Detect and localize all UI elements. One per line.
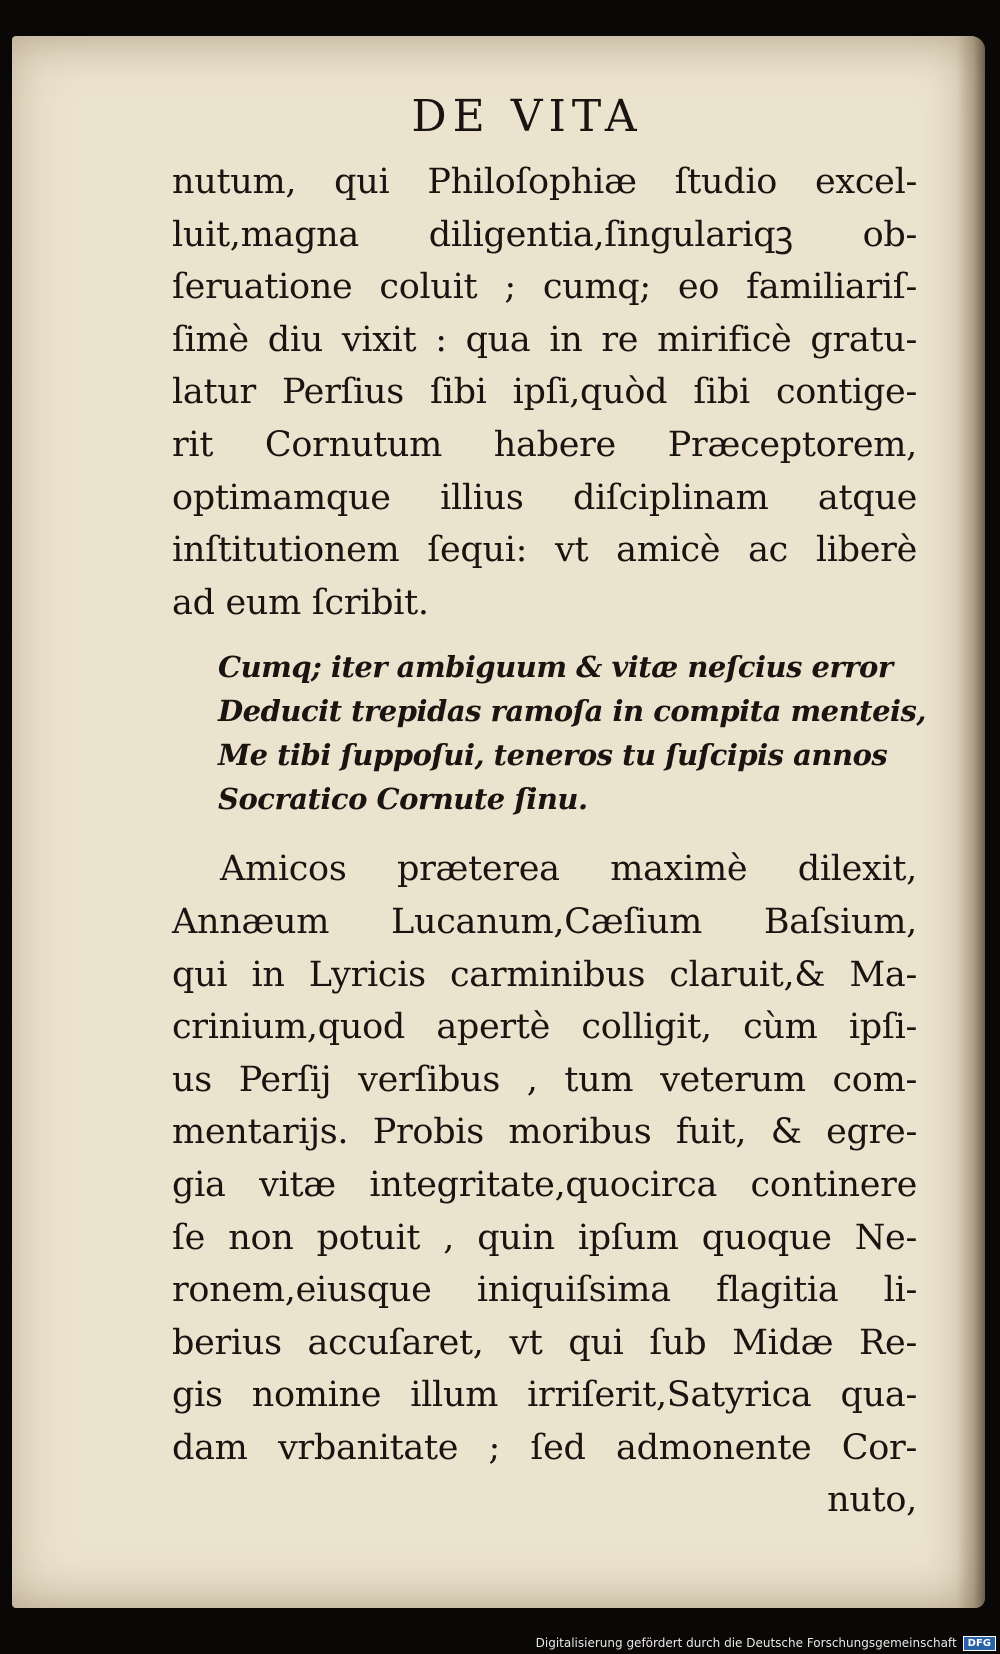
prose-line: crinium,quod apertè colligit, cùm ipſi- (172, 1007, 917, 1048)
prose-line: gis nomine illum irriſerit,Satyrica qua- (172, 1375, 917, 1416)
prose-line: optimamque illius diſciplinam atque (172, 477, 917, 518)
prose-line: us Perſij verſibus , tum veterum com- (172, 1059, 917, 1100)
prose-line: Annæum Lucanum,Cæſium Baſsium, (172, 901, 917, 942)
prose-line: Amicos præterea maximè dilexit, (220, 849, 917, 890)
prose-paragraph-1 (172, 156, 942, 629)
prose-line: latur Perſius ſibi ipſi,quòd ſibi contige- (172, 372, 917, 413)
prose-line: ſeruatione coluit ; cumq; eo familiariſ- (172, 267, 917, 308)
catchword: nuto, (827, 1480, 917, 1521)
prose-line: inſtitutionem ſequi: vt amicè ac liberè (172, 530, 917, 571)
page-paper (12, 36, 985, 1608)
text-block (172, 86, 942, 1527)
prose-line: luit,magna diligentia,ſingulariqꝫ ob- (172, 214, 917, 255)
verse-line: Deducit trepidas ramoſa in compita menteis, (218, 694, 926, 729)
prose-line: ſe non potuit , quin ipſum quoque Ne- (172, 1217, 917, 1258)
page-gutter-shadow (957, 36, 985, 1608)
prose-line: berius accuſaret, vt qui ſub Midæ Re- (172, 1322, 917, 1363)
prose-line: mentarijs. Probis moribus fuit, & egre- (172, 1112, 917, 1153)
prose-line: ronem,eiusque iniquiſsima flagitia li- (172, 1270, 917, 1311)
prose-line: dam vrbanitate ; ſed admonente Cor- (172, 1427, 917, 1468)
prose-line: gia vitæ integritate,quocirca continere (172, 1164, 917, 1205)
running-head: DE VITA (411, 91, 643, 142)
verse-line: Me tibi ſuppoſui, teneros tu ſuſcipis annos (218, 738, 888, 773)
credit-text: Digitalisierung gefördert durch die Deutsche Forschungsgemeinschaft (535, 1636, 957, 1650)
prose-line: nutum, qui Philoſophiæ ſtudio excel- (172, 162, 917, 202)
digitization-credit (532, 1632, 1000, 1654)
prose-paragraph-2 (172, 843, 942, 1527)
prose-line: ſimè diu vixit : qua in re mirificè gratu- (172, 319, 917, 360)
prose-line: rit Cornutum habere Præceptorem, (172, 424, 917, 465)
verse-line: Cumq; iter ambiguum & vitæ neſcius error (218, 650, 893, 685)
prose-line: qui in Lyricis carminibus claruit,& Ma- (172, 954, 917, 995)
verse-line: Socratico Cornute ſinu. (218, 782, 588, 817)
prose-line: ad eum ſcribit. (172, 582, 429, 623)
verse-quotation (218, 645, 942, 821)
dfg-logo-icon: DFG (963, 1636, 996, 1651)
